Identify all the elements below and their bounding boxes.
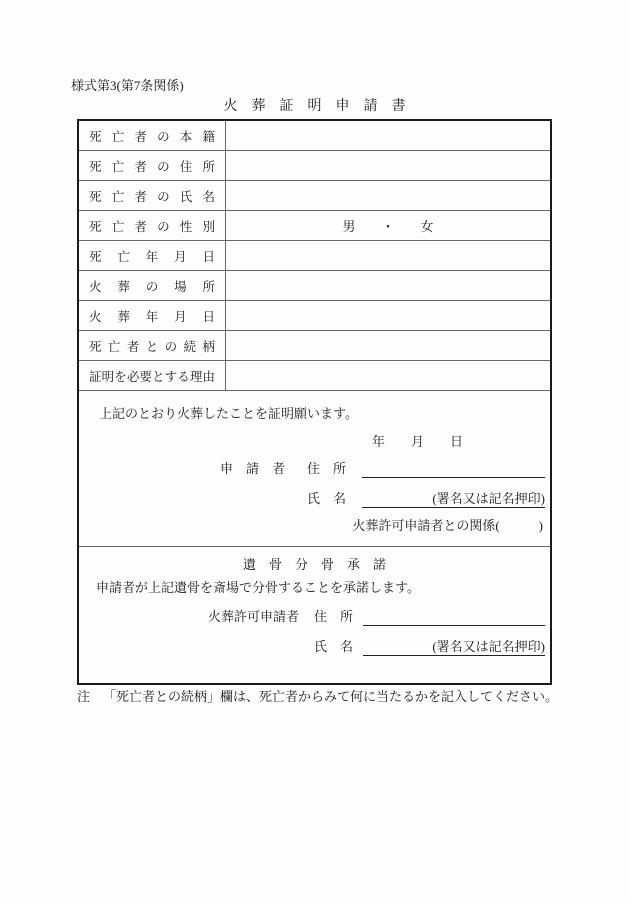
signature-note: (署名又は記名押印): [432, 639, 545, 654]
row-label-cell: [79, 121, 226, 150]
form-reference: 様式第3(第7条関係): [71, 78, 184, 93]
signature-note: (署名又は記名押印): [432, 491, 545, 506]
row-value-cell: [226, 271, 550, 300]
permit-address-line: [363, 606, 545, 626]
row-label-cell: [79, 361, 226, 390]
row-label: 死亡者との続柄: [89, 339, 215, 354]
row-value-cell: [226, 151, 550, 180]
certification-request-section: [79, 391, 550, 547]
request-date-line: 年 月 日: [372, 434, 464, 449]
row-label-cell: [79, 241, 226, 270]
table-row-cremation-place: [79, 271, 550, 301]
row-label-cell: [79, 331, 226, 360]
footnote-text: 「死亡者との続柄」欄は、死亡者からみて何に当たるかを記入してください。: [103, 689, 559, 704]
table-row-death-date: [79, 241, 550, 271]
applicant-address-line: [362, 458, 545, 478]
row-value-cell: [226, 181, 550, 210]
applicant-label: 申 請 者: [220, 461, 286, 476]
row-label: 火葬年月日: [89, 309, 215, 324]
consent-heading: 遺骨分骨承諾: [242, 557, 399, 572]
permit-address-label: 住 所: [314, 609, 354, 624]
row-label: 死亡者の性別: [89, 219, 215, 234]
row-label-cell: [79, 301, 226, 330]
table-row-relationship: [79, 331, 550, 361]
application-table: [77, 119, 552, 685]
permit-name-label: 氏 名: [314, 639, 354, 654]
row-value-cell: [226, 121, 550, 150]
row-value-cell: [226, 361, 550, 390]
table-row-reason: [79, 361, 550, 391]
bone-division-consent-section: [79, 547, 550, 683]
row-label-cell: [79, 211, 226, 240]
row-label-cell: [79, 181, 226, 210]
row-label: 死亡年月日: [89, 249, 215, 264]
row-label: 証明を必要とする理由: [89, 369, 215, 384]
form-title: 火葬証明申請書: [223, 99, 420, 114]
relation-line: 火葬許可申請者との関係( ): [352, 518, 543, 533]
row-value-cell: [226, 301, 550, 330]
row-label-cell: [79, 271, 226, 300]
row-label: 火葬の場所: [89, 279, 215, 294]
row-label: 死亡者の住所: [89, 159, 215, 174]
applicant-address-label: 住 所: [307, 461, 347, 476]
request-statement: 上記のとおり火葬したことを証明願います。: [99, 406, 358, 421]
table-row-name: [79, 181, 550, 211]
applicant-name-line: [362, 488, 545, 508]
row-label: 死亡者の氏名: [89, 189, 215, 204]
row-label-cell: [79, 151, 226, 180]
permit-name-line: [363, 636, 545, 656]
row-value-cell: [226, 241, 550, 270]
footnote-label: 注: [77, 689, 91, 704]
row-label: 死亡者の本籍: [89, 129, 215, 144]
row-value-cell: [226, 331, 550, 360]
applicant-name-label: 氏 名: [307, 491, 347, 506]
table-row-cremation-date: [79, 301, 550, 331]
footnote: [77, 686, 558, 705]
permit-applicant-label: 火葬許可申請者: [208, 609, 300, 624]
table-row-address: [79, 151, 550, 181]
consent-statement: 申請者が上記遺骨を斎場で分骨することを承諾します。: [96, 580, 420, 595]
table-row-domicile: [79, 121, 550, 151]
table-row-sex: [79, 211, 550, 241]
row-value-cell-sex: 男 ・ 女: [342, 219, 434, 234]
